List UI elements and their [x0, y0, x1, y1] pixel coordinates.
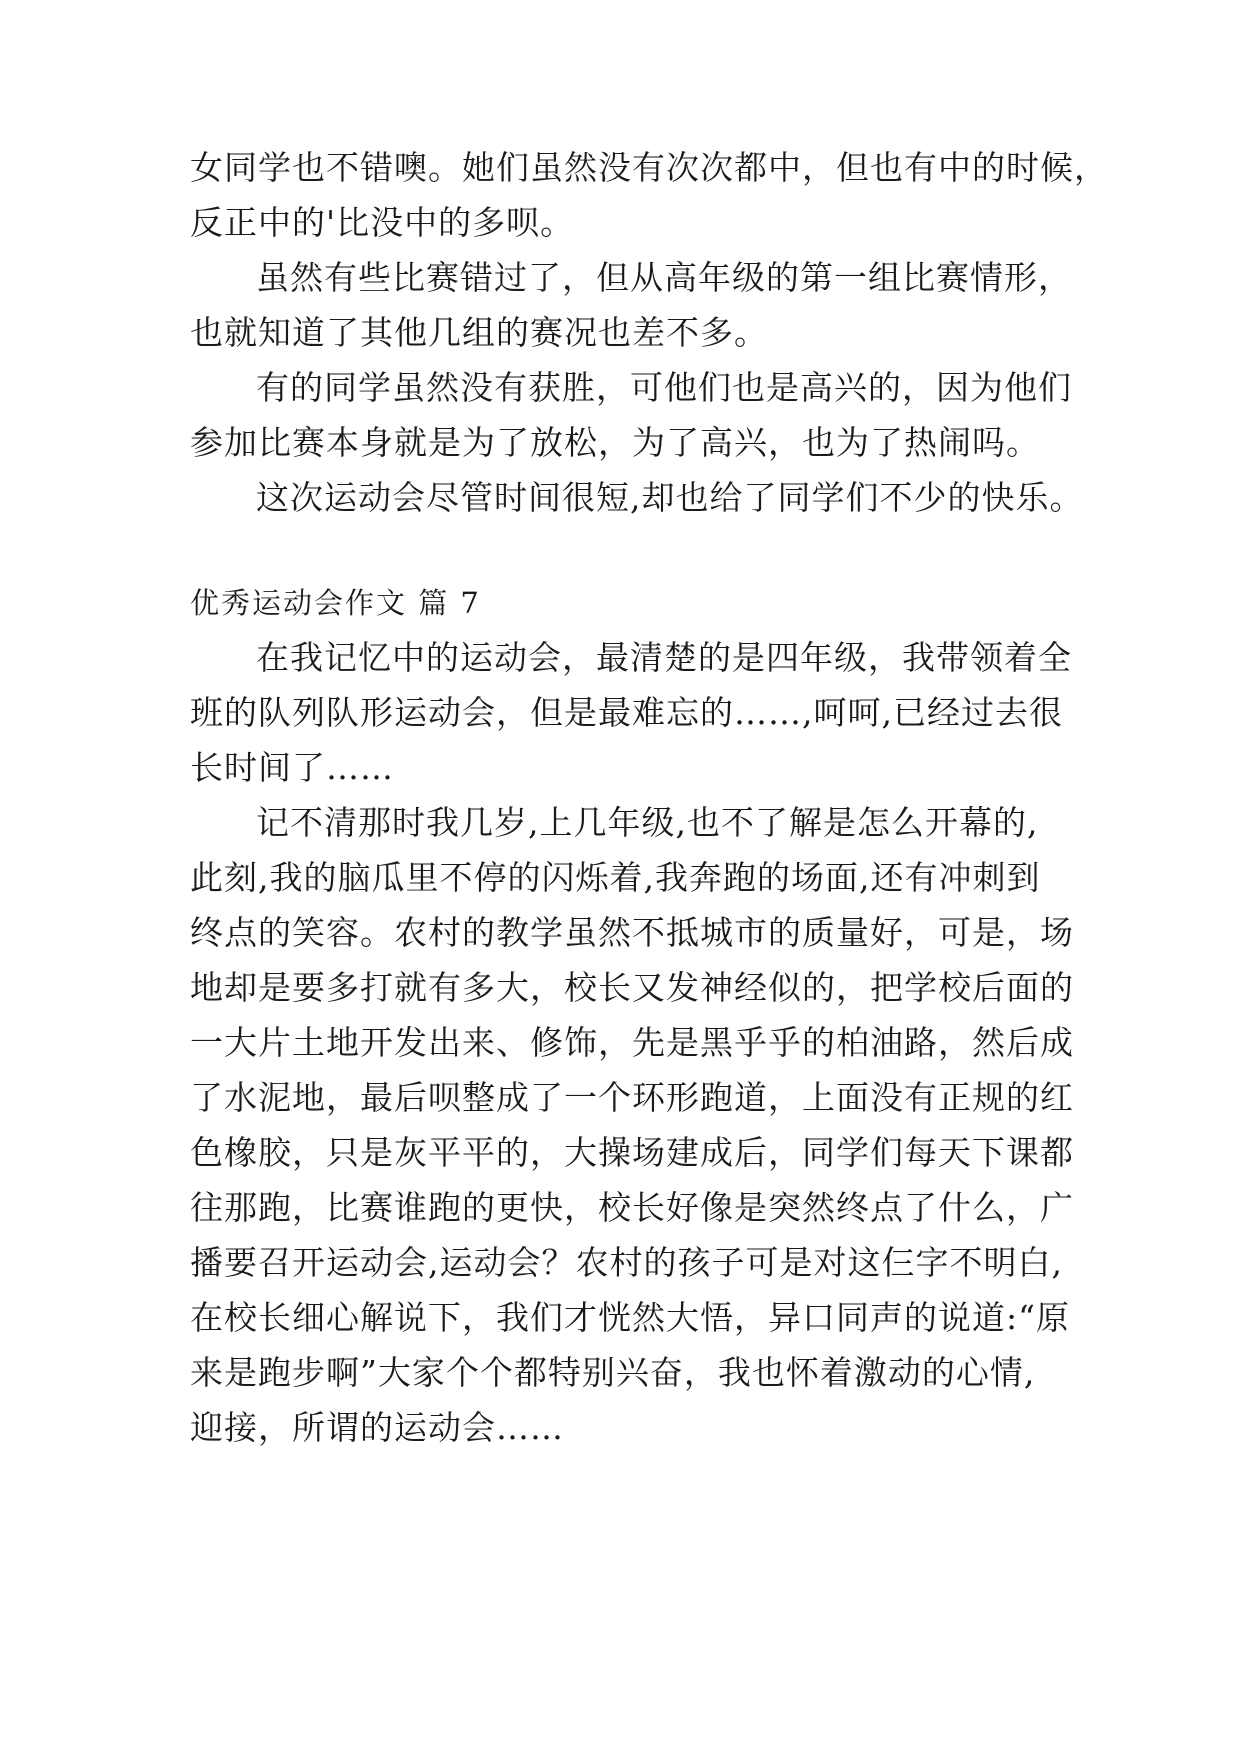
paragraph-line: 虽然有些比赛错过了，但从高年级的第一组比赛情形， [256, 258, 1072, 297]
paragraph-line: 有的同学虽然没有获胜，可他们也是高兴的，因为他们 [256, 368, 1072, 407]
paragraph-line: 长时间了…… [190, 748, 394, 787]
paragraph-line: 一大片土地开发出来、修饰，先是黑乎乎的柏油路，然后成 [190, 1023, 1074, 1062]
paragraph-line: 往那跑，比赛谁跑的更快，校长好像是突然终点了什么，广 [190, 1188, 1074, 1227]
paragraph-line: 地却是要多打就有多大，校长又发神经似的，把学校后面的 [190, 968, 1074, 1007]
paragraph-line: 在校长细心解说下，我们才恍然大悟，异口同声的说道:“原 [190, 1298, 1070, 1337]
paragraph-line: 了水泥地，最后呗整成了一个环形跑道，上面没有正规的红 [190, 1078, 1074, 1117]
paragraph-line: 此刻,我的脑瓜里不停的闪烁着,我奔跑的场面,还有冲刺到 [190, 858, 1041, 897]
paragraph-line: 班的队列队形运动会，但是最难忘的……,呵呵,已经过去很 [190, 693, 1063, 732]
paragraph-line: 在我记忆中的运动会，最清楚的是四年级，我带领着全 [256, 638, 1072, 677]
paragraph-line: 色橡胶，只是灰平平的，大操场建成后，同学们每天下课都 [190, 1133, 1074, 1172]
paragraph-line: 这次运动会尽管时间很短,却也给了同学们不少的快乐。 [256, 478, 1084, 517]
paragraph-line: 播要召开运动会,运动会？农村的孩子可是对这仨字不明白, [190, 1243, 1063, 1282]
paragraph-line: 记不清那时我几岁,上几年级,也不了解是怎么开幕的, [256, 803, 1039, 842]
paragraph-line: 女同学也不错噢。她们虽然没有次次都中，但也有中的时候， [190, 148, 1108, 187]
paragraph-line: 反正中的'比没中的多呗。 [190, 203, 575, 242]
section-heading: 优秀运动会作文 篇 7 [190, 586, 481, 620]
paragraph-line: 迎接，所谓的运动会…… [190, 1408, 564, 1447]
paragraph-line: 也就知道了其他几组的赛况也差不多。 [190, 313, 768, 352]
paragraph-line: 来是跑步啊”大家个个都特别兴奋，我也怀着激动的心情, [190, 1353, 1036, 1392]
paragraph-line: 参加比赛本身就是为了放松，为了高兴，也为了热闹吗。 [190, 423, 1040, 462]
paragraph-line: 终点的笑容。农村的教学虽然不抵城市的质量好，可是，场 [190, 913, 1074, 952]
